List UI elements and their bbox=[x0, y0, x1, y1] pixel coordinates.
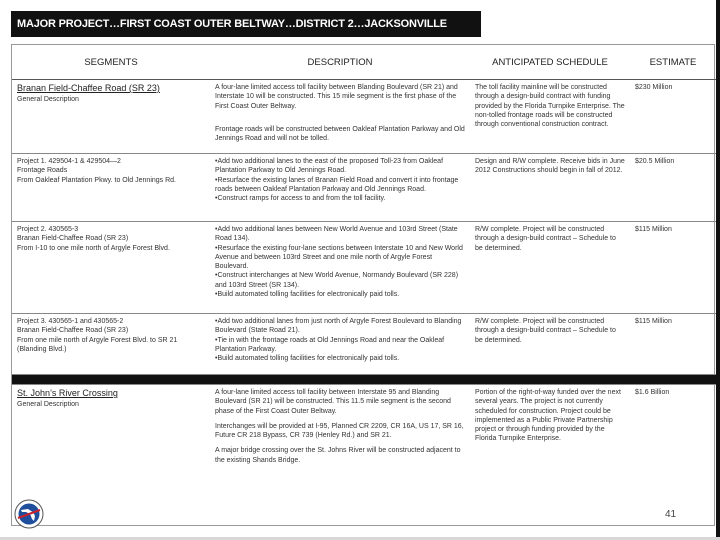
estimate-cell: $230 Million bbox=[630, 80, 716, 154]
schedule-cell: R/W complete. Project will be constructed through a design-build contract – Schedule to be determined. bbox=[470, 314, 630, 375]
estimate-cell: $20.5 Million bbox=[630, 154, 716, 222]
fdot-seal-icon bbox=[14, 499, 44, 529]
description-bullet: •Build automated tolling facilities for electronically paid tolls. bbox=[215, 355, 400, 363]
segment-line: Project 1. 429504-1 & 429504—2 bbox=[17, 158, 121, 165]
project-table-container bbox=[11, 44, 715, 526]
segment-line: From Oakleaf Plantation Pkwy. to Old Jennings Rd. bbox=[17, 176, 176, 184]
segment-line: From one mile north of Argyle Forest Blvd. to SR 21 (Blanding Blvd.) bbox=[17, 336, 178, 353]
table-header-row bbox=[12, 45, 716, 80]
segment-line: Project 2. 430565-3 bbox=[17, 226, 79, 233]
description-bullet: •Add two additional lanes between New World Avenue and 103rd Street (State Road 134). bbox=[215, 226, 458, 243]
estimate-cell: $115 Million bbox=[630, 222, 716, 314]
estimate-cell: $1.6 Billion bbox=[635, 389, 670, 396]
schedule-cell: Design and R/W complete. Receive bids in June 2012 Constructions should begin in fall of 2012. bbox=[470, 154, 630, 222]
description-bullet: •Add two additional lanes from just north of Argyle Forest Boulevard to Blanding Boulevard (State Road 21). bbox=[215, 318, 462, 335]
description-bullet: •Resurface the existing lanes of Branan Field Road and convert it into frontage roads between Oakleaf Plantation Parkway and Old Jennings Road. bbox=[215, 176, 459, 193]
description-bullet: •Build automated tolling facilities for electronically paid tolls. bbox=[215, 291, 400, 299]
right-edge-bar bbox=[716, 0, 720, 540]
estimate-cell: $115 Million bbox=[630, 314, 716, 375]
description-paragraph: A four-lane limited access toll facility between Blanding Boulevard (SR 21) and Interstate 10 will be constructed. This 15 mile segment is the first phase of the First Coast Outer Beltway. bbox=[215, 84, 458, 110]
table-row bbox=[12, 314, 716, 375]
description-cell bbox=[210, 385, 470, 491]
segment-cell bbox=[12, 80, 210, 154]
separator-row bbox=[12, 375, 716, 385]
header-description: DESCRIPTION bbox=[210, 45, 470, 80]
segment-cell bbox=[12, 385, 210, 491]
segment-line: Branan Field-Chaffee Road (SR 23) bbox=[17, 327, 129, 335]
left-edge bbox=[0, 0, 9, 540]
segment-title: St. John’s River Crossing bbox=[17, 388, 118, 398]
page-title: MAJOR PROJECT…FIRST COAST OUTER BELTWAY…DISTRICT 2…JACKSONVILLE bbox=[11, 11, 481, 37]
schedule-cell: R/W complete. Project will be constructed through a design-build contract – Schedule to be determined. bbox=[470, 222, 630, 314]
segment-line: Project 3. 430565-1 and 430565-2 bbox=[17, 318, 124, 325]
table-row bbox=[12, 154, 716, 222]
description-paragraph: Interchanges will be provided at I-95, Planned CR 2209, CR 16A, US 17, SR 16, Future CR 218 Bypass, CR 739 (Henley Rd.) and SR 21. bbox=[215, 422, 464, 440]
segment-line: From I-10 to one mile north of Argyle Forest Blvd. bbox=[17, 244, 170, 252]
schedule-cell: The toll facility mainline will be constructed through a design-build contract with funding provided by the Florida Turnpike Enterprise. The non-tolled frontage roads will be constructed through conventional construction contract. bbox=[470, 80, 630, 154]
project-table bbox=[12, 45, 716, 490]
description-bullet: •Resurface the existing four-lane sections between Interstate 10 and New World Avenue and between 103rd Street and one mile north of Argyle Forest Boulevard. bbox=[215, 244, 463, 271]
description-bullet: •Construct ramps for access to and from the toll facility. bbox=[215, 195, 386, 203]
table-row bbox=[12, 80, 716, 154]
table-row bbox=[12, 222, 716, 314]
segment-line: Frontage Roads bbox=[17, 167, 68, 175]
description-paragraph: Frontage roads will be constructed between Oakleaf Plantation Parkway and Old Jennings Road and will not be tolled. bbox=[215, 125, 465, 143]
segment-subtitle: General Description bbox=[17, 96, 79, 103]
description-cell bbox=[210, 154, 470, 222]
header-segments: SEGMENTS bbox=[12, 45, 210, 80]
schedule-cell: Portion of the right-of-way funded over the next several years. The project is not currently scheduled for construction. Project could be implemented as a Public Private Partnership project or through funding provided by the Florida Turnpike Enterprise. bbox=[475, 389, 621, 443]
segment-line: Branan Field-Chaffee Road (SR 23) bbox=[17, 235, 129, 243]
description-paragraph: A major bridge crossing over the St. Johns River will be constructed adjacent to the existing Shands Bridge. bbox=[215, 447, 461, 464]
description-bullet: •Construct interchanges at New World Avenue, Normandy Boulevard (SR 228) and 103rd Street (SR 134). bbox=[215, 272, 459, 289]
segment-subtitle: General Description bbox=[17, 401, 79, 408]
header-schedule: ANTICIPATED SCHEDULE bbox=[470, 45, 630, 80]
description-cell bbox=[210, 222, 470, 314]
description-cell bbox=[210, 314, 470, 375]
header-estimate: ESTIMATE bbox=[630, 45, 716, 80]
table-row bbox=[12, 385, 716, 491]
description-paragraph: A four-lane limited access toll facility between Interstate 95 and Blanding Boulevard (SR 21) will be constructed. This 11.5 mile segment is the second phase of the First Coast Outer Beltway. bbox=[215, 389, 451, 415]
segment-cell bbox=[12, 314, 210, 375]
description-bullet: •Add two additional lanes to the east of the proposed Toll-23 from Oakleaf Plantation Parkway to Old Jennings Road. bbox=[215, 158, 444, 175]
segment-cell bbox=[12, 222, 210, 314]
segment-title: Branan Field-Chaffee Road (SR 23) bbox=[17, 83, 160, 93]
segment-cell bbox=[12, 154, 210, 222]
page-number: 41 bbox=[665, 509, 677, 520]
description-cell bbox=[210, 80, 470, 154]
separator-bar bbox=[12, 375, 716, 385]
description-bullet: •Tie in with the frontage roads at Old Jennings Road and near the Oakleaf Plantation Parkway. bbox=[215, 336, 445, 353]
